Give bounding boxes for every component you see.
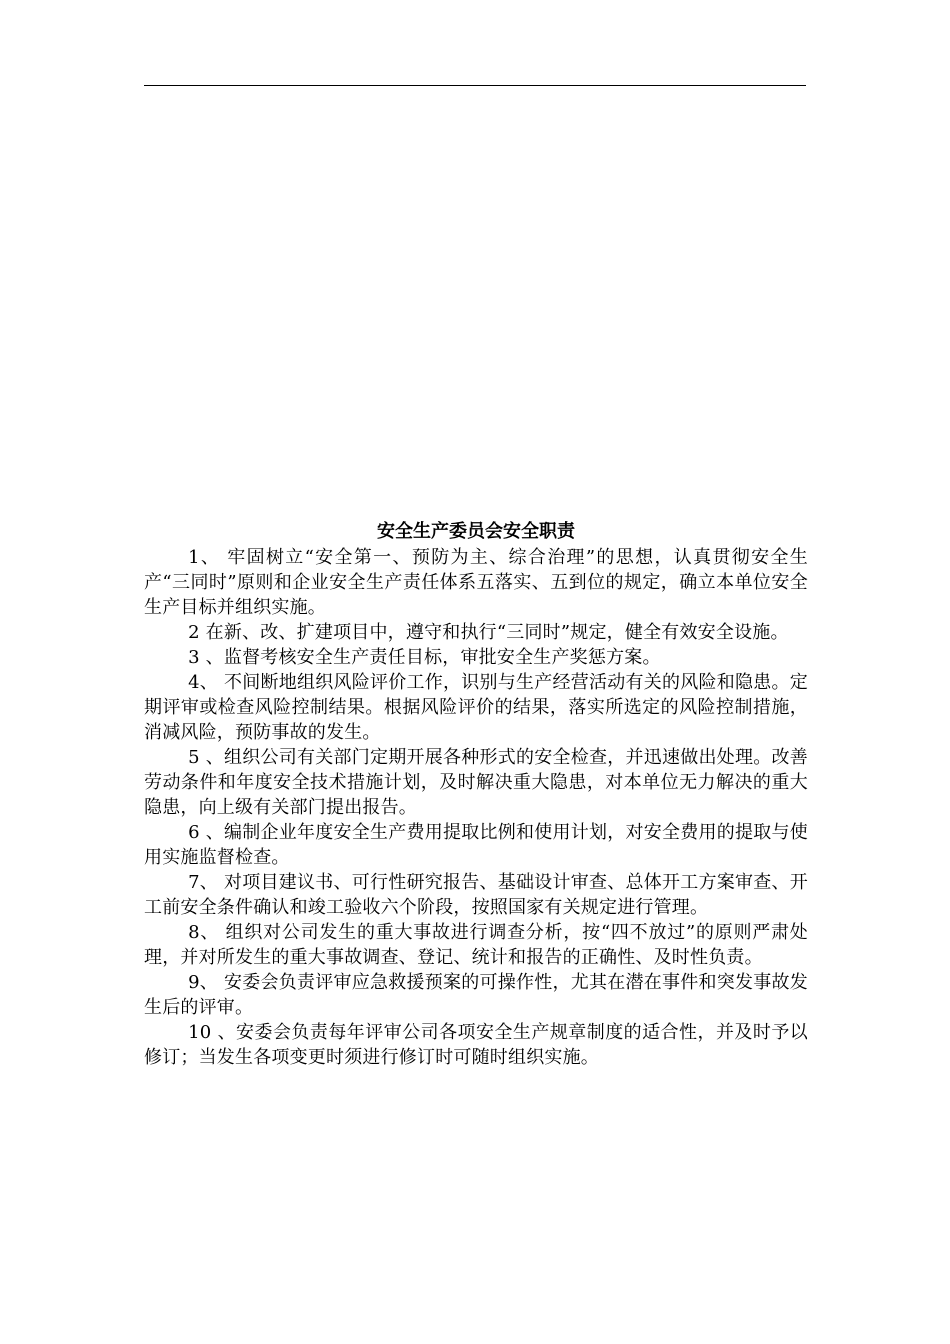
paragraph-6: 6 、编制企业年度安全生产费用提取比例和使用计划，对安全费用的提取与使用实施监督检查。 xyxy=(144,822,808,868)
paragraph-9: 9、 安委会负责评审应急救援预案的可操作性，尤其在潜在事件和突发事故发生后的评审。 xyxy=(144,972,808,1018)
paragraph-10: 10 、安委会负责每年评审公司各项安全生产规章制度的适合性，并及时予以修订；当发生各项变更时须进行修订时可随时组织实施。 xyxy=(144,1022,808,1068)
paragraph-4: 4、 不间断地组织风险评价工作，识别与生产经营活动有关的风险和隐患。定期评审或检查风险控制结果。根据风险评价的结果，落实所选定的风险控制措施，消减风险，预防事故的发生。 xyxy=(144,672,808,743)
paragraph-1: 1、 牢固树立“安全第一、预防为主、综合治理”的思想，认真贯彻安全生产“三同时”原则和企业安全生产责任体系五落实、五到位的规定，确立本单位安全生产目标并组织实施。 xyxy=(144,547,808,618)
header-rule xyxy=(144,85,806,86)
paragraph-5: 5 、组织公司有关部门定期开展各种形式的安全检查，并迅速做出处理。改善劳动条件和年度安全技术措施计划，及时解决重大隐患，对本单位无力解决的重大隐患，向上级有关部门提出报告。 xyxy=(144,747,808,818)
document-body xyxy=(144,519,808,1070)
paragraph-7: 7、 对项目建议书、可行性研究报告、基础设计审查、总体开工方案审查、开工前安全条件确认和竣工验收六个阶段，按照国家有关规定进行管理。 xyxy=(144,872,808,918)
document-title: 安全生产委员会安全职责 xyxy=(377,521,575,542)
paragraph-2: 2 在新、改、扩建项目中，遵守和执行“三同时”规定，健全有效安全设施。 xyxy=(188,622,789,643)
paragraph-3: 3 、监督考核安全生产责任目标，审批安全生产奖惩方案。 xyxy=(188,647,661,668)
paragraph-8: 8、 组织对公司发生的重大事故进行调查分析，按“四不放过”的原则严肃处理，并对所发生的重大事故调查、登记、统计和报告的正确性、及时性负责。 xyxy=(144,922,808,968)
